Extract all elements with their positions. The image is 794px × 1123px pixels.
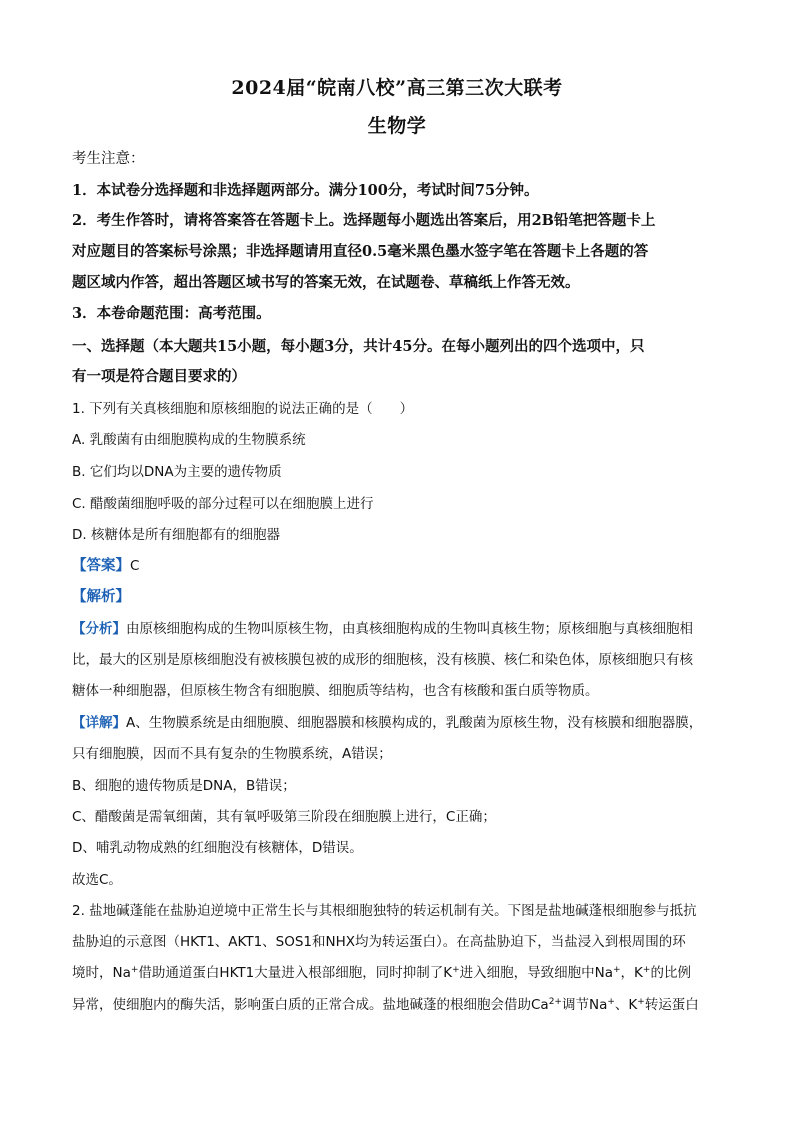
answer-tag: 【答案】: [72, 557, 130, 574]
q1-option-d: D. 核糖体是所有细胞都有的细胞器: [72, 527, 280, 543]
q1-fenxi-line-1: 【分析】由原核细胞构成的生物叫原核生物，由真核细胞构成的生物叫真核生物；原核细胞与真核细胞相: [72, 621, 693, 637]
q1-answer-row: [72, 556, 732, 576]
notice-heading: 考生注意：: [72, 151, 145, 167]
q1-jiexi-row: [72, 587, 732, 607]
q1-option-b: B. 它们均以DNA为主要的遗传物质: [72, 464, 282, 480]
q1-xiangjie-line-5: D、哺乳动物成熟的红细胞没有核糖体，D错误。: [72, 840, 363, 856]
q2-line-4: 异常，使细胞内的酶失活，影响蛋白质的正常合成。盐地碱蓬的根细胞会借助$Ca^{2+}$调节Na+、K+转运蛋白: [72, 997, 699, 1013]
q1-conclusion: 故选C。: [72, 872, 122, 888]
q1-fenxi-line-2: 比，最大的区别是原核细胞没有被核膜包被的成形的细胞核，没有核膜、核仁和染色体，原核细胞只有核: [72, 652, 693, 668]
fenxi-tag: 【分析】: [72, 621, 126, 637]
q1-fenxi-line-3: 糖体一种细胞器，但原核生物含有细胞膜、细胞质等结构，也含有核酸和蛋白质等物质。: [72, 683, 599, 699]
notice-item-2-line-1: 2．考生作答时，请将答案答在答题卡上。选择题每小题选出答案后，用2B铅笔把答题卡上: [72, 212, 656, 229]
xiangjie-tag: 【详解】: [72, 715, 126, 731]
q1-xiangjie-line-3: B、细胞的遗传物质是DNA，B错误；: [72, 778, 296, 794]
notice-item-1: 1．本试卷分选择题和非选择题两部分。满分100分，考试时间75分钟。: [72, 182, 539, 199]
section-heading-line-2: 有一项是符合题目要求的）: [72, 368, 246, 385]
q1-xiangjie-line-4: C、醋酸菌是需氧细菌，其有氧呼吸第三阶段在细胞膜上进行，C正确；: [72, 809, 496, 825]
notice-item-3: 3．本卷命题范围：高考范围。: [72, 305, 271, 322]
q1-xiangjie-line-1: 【详解】A、生物膜系统是由细胞膜、细胞器膜和核膜构成的，乳酸菌为原核生物，没有核膜和细胞器膜，: [72, 715, 703, 731]
jiexi-tag: 【解析】: [72, 588, 130, 605]
q2-line-3: 境时，Na+借助通道蛋白HKT1大量进入根部细胞，同时抑制了K+进入细胞，导致细胞中Na+，K+的比例: [72, 965, 691, 981]
q1-option-c: C. 醋酸菌细胞呼吸的部分过程可以在细胞膜上进行: [72, 496, 374, 512]
notice-item-2-line-3: 题区域内作答，超出答题区域书写的答案无效，在试题卷、草稿纸上作答无效。: [72, 274, 580, 291]
q1-option-a: A. 乳酸菌有由细胞膜构成的生物膜系统: [72, 432, 306, 448]
answer-value: C: [130, 558, 140, 574]
q2-line-1: 2. 盐地碱蓬能在盐胁迫逆境中正常生长与其根细胞独特的转运机制有关。下图是盐地碱蓬根细胞参与抵抗: [72, 903, 697, 919]
q1-xiangjie-line-2: 只有细胞膜，因而不具有复杂的生物膜系统，A错误；: [72, 746, 392, 762]
q2-line-2: 盐胁迫的示意图（HKT1、AKT1、SOS1和NHX均为转运蛋白）。在高盐胁迫下，当盐浸入到根周围的环: [72, 934, 686, 950]
notice-item-2-line-2: 对应题目的答案标号涂黑；非选择题请用直径0.5毫米黑色墨水签字笔在答题卡上各题的答: [72, 243, 649, 260]
q1-stem: 1. 下列有关真核细胞和原核细胞的说法正确的是（ ）: [72, 401, 414, 417]
exam-title: 2024届“皖南八校”高三第三次大联考: [231, 77, 563, 99]
subject-title: 生物学: [367, 115, 427, 137]
section-heading-line-1: 一、选择题（本大题共15小题，每小题3分，共计45分。在每小题列出的四个选项中，只: [72, 338, 645, 355]
